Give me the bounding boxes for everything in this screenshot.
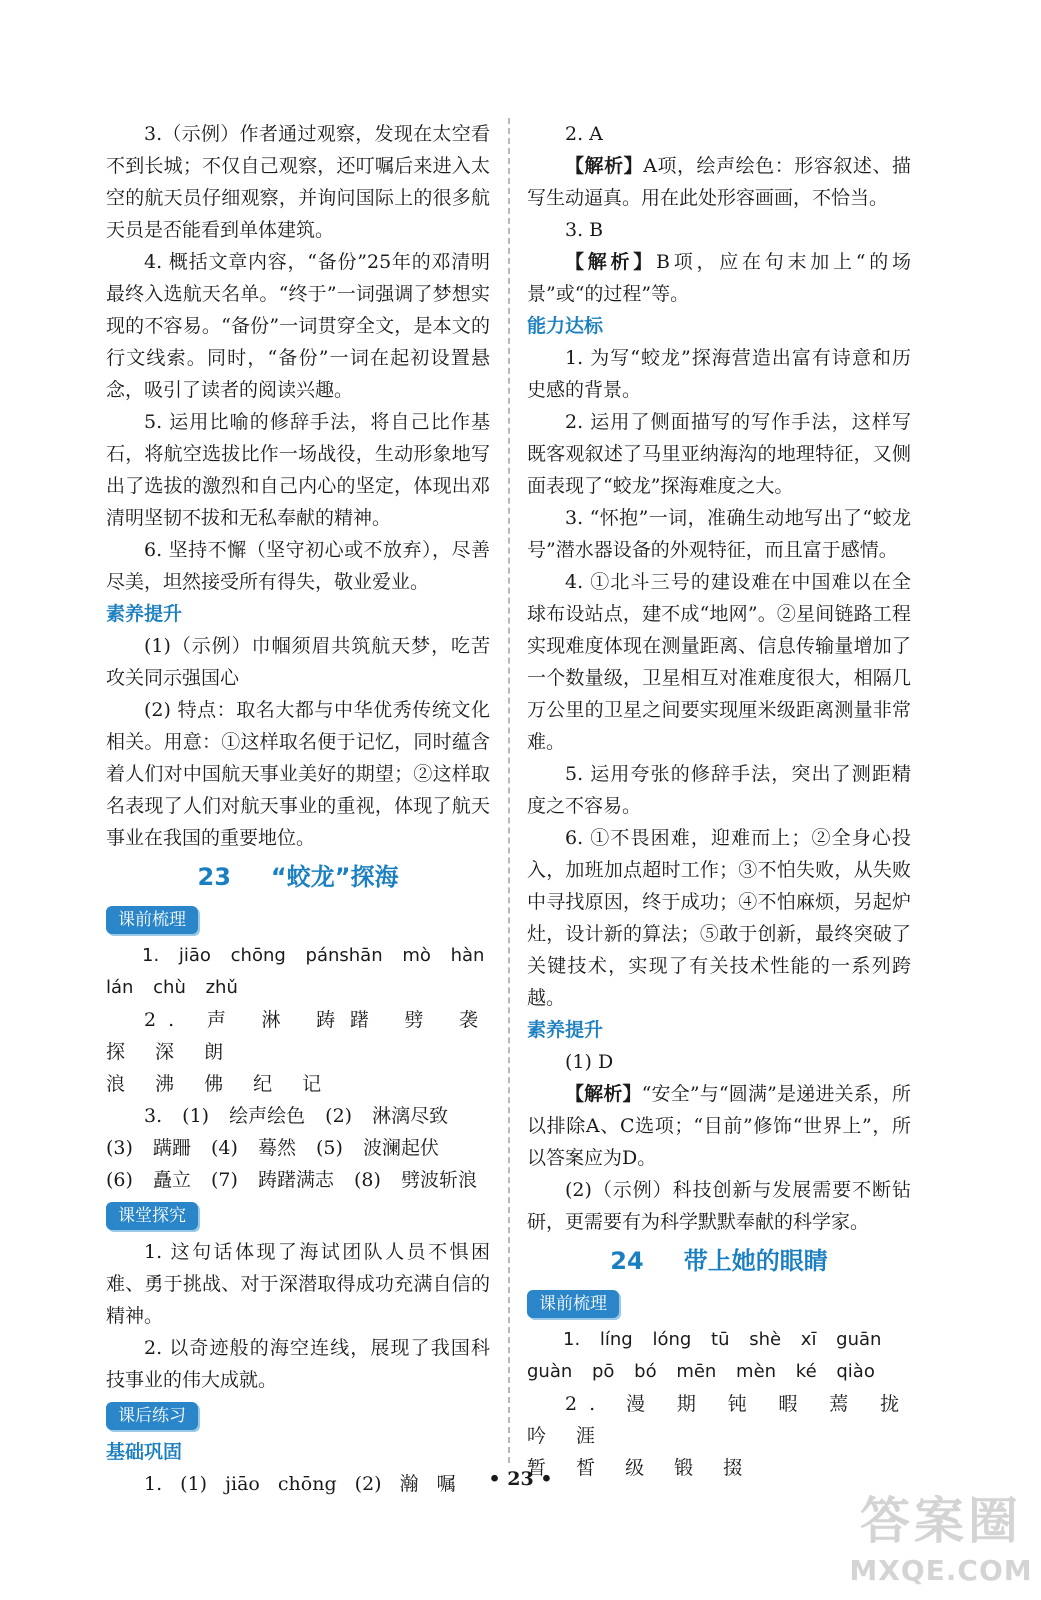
analysis-tag: 【解析】 (565, 251, 657, 273)
literacy-answer-2: (2) 特点：取名大都与中华优秀传统文化相关。用意：①这样取名便于记忆，同时蕴含着人们对中国航天事业美好的期望；②这样取名表现了人们对航天事业的重视，体现了航天事业在我国的重要地位。 (106, 699, 490, 849)
analysis-text: A项，绘声绘色：形容叙述、描写生动逼真。用在此处形容画画，不恰当。 (527, 155, 911, 209)
pinyin-line-1: 1. jiāo chōng pánshān mò hàn (142, 945, 485, 966)
words-line-3: (6) 矗立 (7) 踌躇满志 (8) 劈波斩浪 (106, 1169, 477, 1191)
words-line-2: (3) 蹒跚 (4) 蓦然 (5) 波澜起伏 (106, 1137, 439, 1159)
ability-answer-1: 1. 为写“蛟龙”探海营造出富有诗意和历史感的背景。 (527, 347, 911, 401)
lesson-name: 带上她的眼睛 (683, 1247, 828, 1275)
chars-line-24-2: 暂 皙 级 锻 掇 (527, 1457, 755, 1479)
literacy2-answer-1: (1) D (565, 1051, 614, 1073)
chars-line-24-1: 2. 漫 期 钝 暇 蔫 拢 吟 涯 (527, 1393, 911, 1447)
answer-5: 5. 运用比喻的修辞手法，将自己比作基石，将航空选拔比作一场战役，生动形象地写出了选拔的激烈和自己内心的坚定，体现出邓清明坚韧不拔和无私奉献的精神。 (106, 411, 490, 529)
badge-after-class: 课后练习 (106, 1402, 198, 1430)
answer-6: 6. 坚持不懈（坚守初心或不放弃），尽善尽美，坦然接受所有得失，敬业爱业。 (106, 539, 490, 593)
literacy-answer-1: (1)（示例）巾帼须眉共筑航天梦，吃苦攻关同示强国心 (106, 635, 490, 689)
pinyin-line-24-2: guàn pō bó mēn mèn ké qiào (527, 1361, 875, 1382)
left-column (106, 118, 490, 1500)
subheading-ability: 能力达标 (527, 315, 604, 337)
chars-line-1: 2. 声 淋 踌躇 劈 袭 探 深 朗 (106, 1009, 490, 1063)
badge-class-inquiry: 课堂探究 (106, 1202, 198, 1230)
basics-answer-1: 1. (1) jiāo chōng (2) 瀚 嘱 (144, 1473, 456, 1495)
watermark-logo-text: 答案圈 (860, 1492, 1022, 1550)
analysis-tag: 【解析】 (565, 1083, 642, 1105)
lesson-title-24 (527, 1238, 911, 1284)
lesson-name: “蛟龙”探海 (270, 863, 399, 891)
analysis-r3 (527, 246, 911, 310)
subheading-literacy-2: 素养提升 (527, 1019, 604, 1041)
pinyin-line-2: lán chù zhǔ (106, 977, 238, 998)
analysis-text: B项，应在句末加上“的场景”或“的过程”等。 (527, 251, 911, 305)
inquiry-answer-1: 1. 这句话体现了海试团队人员不惧困难、勇于挑战、对于深潜取得成功充满自信的精神。 (106, 1241, 490, 1327)
subheading-literacy: 素养提升 (106, 603, 183, 625)
analysis-text: “安全”与“圆满”是递进关系，所以排除A、C选项；“目前”修饰“世界上”，所以答案应为D。 (527, 1083, 911, 1169)
chars-line-2: 浪 沸 佛 纪 记 (106, 1073, 334, 1095)
analysis-r2 (527, 150, 911, 214)
watermark-url: MXQE.COM (849, 1554, 1033, 1587)
subheading-basics: 基础巩固 (106, 1441, 183, 1463)
ability-answer-3: 3. “怀抱”一词，准确生动地写出了“蛟龙号”潜水器设备的外观特征，而且富于感情。 (527, 507, 911, 561)
inquiry-answer-2: 2. 以奇迹般的海空连线，展现了我国科技事业的伟大成就。 (106, 1337, 490, 1391)
ability-answer-5: 5. 运用夸张的修辞手法，突出了测距精度之不容易。 (527, 763, 911, 817)
lesson-number: 24 (610, 1247, 644, 1275)
lesson-title-23 (106, 854, 490, 900)
analysis-literacy2 (527, 1078, 911, 1174)
column-divider (508, 118, 510, 1463)
ability-answer-6: 6. ①不畏困难，迎难而上；②全身心投入，加班加点超时工作；③不怕失败，从失败中寻找原因，终于成功；④不怕麻烦，另起炉灶，设计新的算法；⑤敢于创新，最终突破了关键技术，实现了有关技术性能的一系列跨越。 (527, 827, 911, 1009)
answer-3: 3.（示例）作者通过观察，发现在太空看不到长城；不仅自己观察，还叮嘱后来进入太空的航天员仔细观察，并询问国际上的很多航天员是否能看到单体建筑。 (106, 123, 490, 241)
pinyin-line-24-1: 1. líng lóng tū shè xī guān (563, 1329, 882, 1350)
answer-r2: 2. A (565, 123, 603, 145)
analysis-tag: 【解析】 (565, 155, 644, 177)
watermark-logo (846, 1490, 1036, 1595)
badge-preview-24: 课前梳理 (527, 1290, 619, 1318)
ability-answer-4: 4. ①北斗三号的建设难在中国难以在全球布设站点，建不成“地网”。②星间链路工程实现难度体现在测量距离、信息传输量增加了一个数量级，卫星相互对准难度很大，相隔几万公里的卫星之间要实现厘米级距离测量非常难。 (527, 571, 911, 753)
literacy2-answer-2: (2)（示例）科技创新与发展需要不断钻研，更需要有为科学默默奉献的科学家。 (527, 1179, 911, 1233)
answer-4: 4. 概括文章内容，“备份”25年的邓清明最终入选航天名单。“终于”一词强调了梦想实现的不容易。“备份”一词贯穿全文，是本文的行文线索。同时，“备份”一词在起初设置悬念，吸引了读者的阅读兴趣。 (106, 251, 490, 401)
words-line-1: 3. (1) 绘声绘色 (2) 淋漓尽致 (144, 1105, 449, 1127)
ability-answer-2: 2. 运用了侧面描写的写作手法，这样写既客观叙述了马里亚纳海沟的地理特征，又侧面表现了“蛟龙”探海难度之大。 (527, 411, 911, 497)
lesson-number: 23 (197, 863, 231, 891)
badge-preview: 课前梳理 (106, 906, 198, 934)
right-column (527, 118, 911, 1484)
answer-r3: 3. B (565, 219, 604, 241)
page-number: • 23 • (488, 1468, 553, 1490)
